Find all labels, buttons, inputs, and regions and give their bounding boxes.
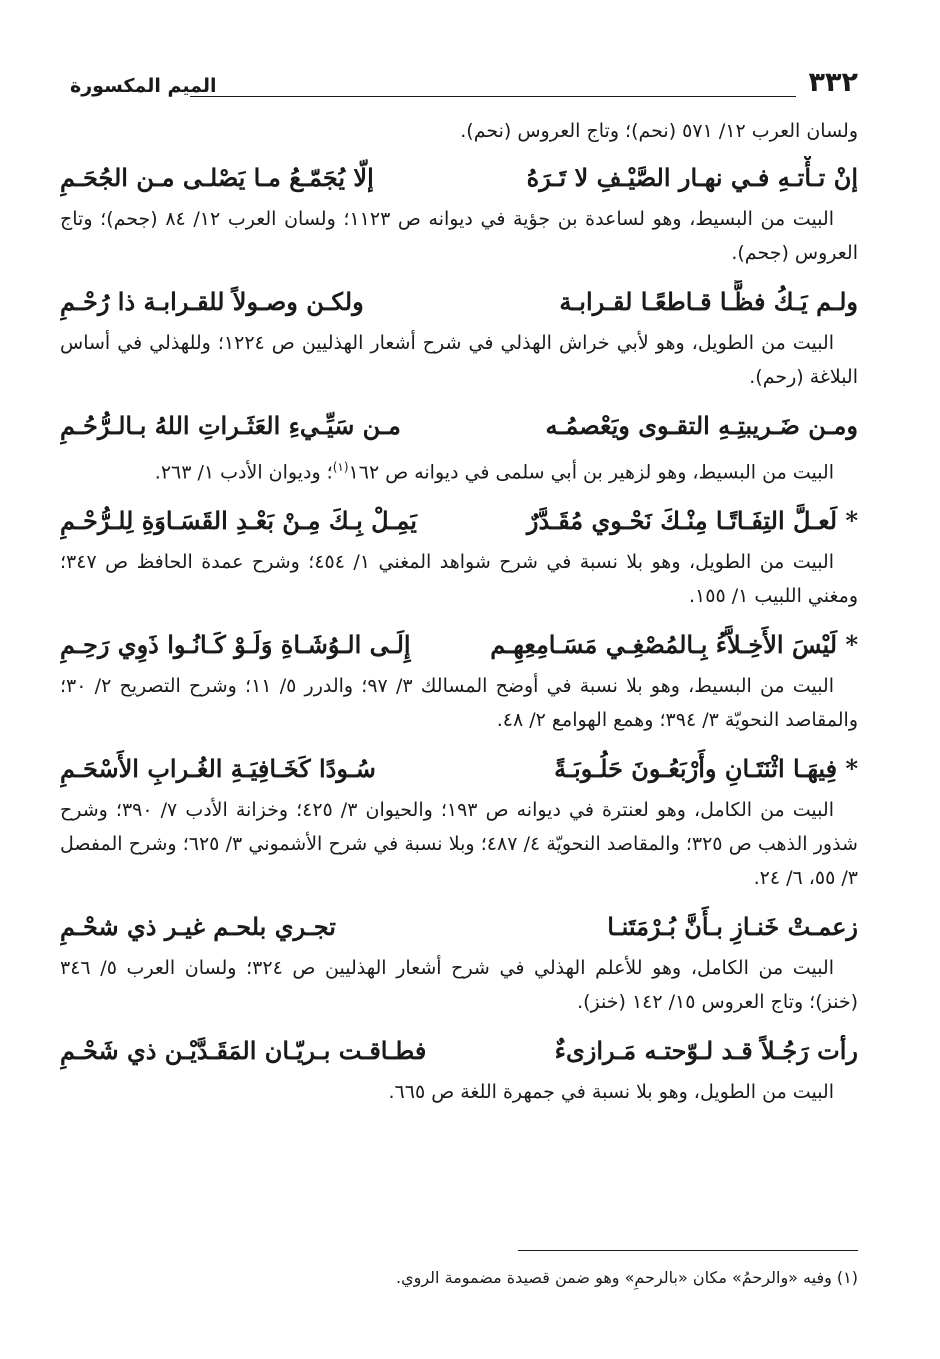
running-title: الميم المكسورة bbox=[70, 75, 217, 97]
verse-commentary: البيت من الطويل، وهو بلا نسبة في جمهرة اللغة ص ٦٦٥. bbox=[388, 1081, 834, 1104]
entry bbox=[60, 1029, 858, 1109]
entry bbox=[60, 156, 858, 270]
verse-commentary: البيت من الكامل، وهو للأعلم الهذلي في شرح أشعار الهذليين ص ٣٢٤؛ ولسان العرب ٥/ ٣٤٦ (خنز)؛ وتاج العروس ١٥/ ١٤٢ (خنز). bbox=[60, 957, 858, 1014]
footnote-text: (١) وفيه «والرحمُ» مكان «بالرحمِ» وهو ضمن قصيدة مضمومة الروي. bbox=[396, 1268, 858, 1287]
verse-first-hemistich: رأت رَجُـلاً قـد لـوّحتـه مَـرازىءٌ bbox=[554, 1036, 858, 1066]
verse-first-hemistich: زعمـتْ خَنـازِ بـأَنَّ بُـرْمَتَنـا bbox=[607, 912, 858, 942]
verse-second-hemistich: يَمِـلْ بِـكَ مِـنْ بَعْـدِ القَسَـاوَةِ لِلـرُّحْـمِ bbox=[60, 506, 417, 536]
page-header bbox=[60, 66, 858, 112]
verse-line bbox=[60, 1029, 858, 1075]
verse-line bbox=[60, 499, 858, 545]
entry bbox=[60, 499, 858, 613]
verse-first-hemistich: * لَيْسَ الأَخِـلاَّءُ بِـالمُصْغِـي مَسَـامِعِهِـم bbox=[490, 630, 858, 660]
verse-first-hemistich: * فِيهَـا اثْنَتَـانِ وأَرْبَعُـونَ حَلُـوبَـةً bbox=[554, 754, 858, 784]
verse-second-hemistich: إِلَـى الـوُشَـاةِ وَلَـوْ كَـانُـوا ذَوِي رَحِـمِ bbox=[60, 630, 411, 660]
entry bbox=[60, 905, 858, 1019]
verse-second-hemistich: تجـري بلحـم غيـر ذي شحْـمِ bbox=[60, 912, 336, 942]
verse-second-hemistich: ولكـن وصـولاً للقـرابـة ذا رُحْـمِ bbox=[60, 287, 364, 316]
verse-line bbox=[60, 156, 858, 202]
page-number: ٣٣٢ bbox=[808, 67, 858, 98]
verse-first-hemistich: ولـم يَـكُ فظًّـا قـاطعًـا لقـرابـة bbox=[559, 287, 858, 316]
entry bbox=[60, 280, 858, 394]
verse-line bbox=[60, 747, 858, 793]
commentary-text: ؛ وديوان الأدب ١/ ٢٦٣. bbox=[154, 461, 333, 484]
page-body bbox=[60, 66, 858, 1119]
verse-first-hemistich: * لَعـلَّ التِفَـاتًـا مِنْـكَ نَحْـوي مُقَـدَّرٌ bbox=[526, 506, 858, 536]
verse-second-hemistich: إلّا يُجَمّـعُ مـا يَصْلـى مـن الجُحَـمِ bbox=[60, 163, 374, 192]
verse-second-hemistich: مـن سَيِّـيءِ العَثَـراتِ اللهُ بـالـرُّحُـمِ bbox=[60, 411, 401, 440]
entries bbox=[60, 114, 858, 1109]
verse-first-hemistich: ومـن ضَـريبتِـهِ التقـوى ويَعْصمُـه bbox=[545, 411, 858, 440]
footnote-rule bbox=[518, 1250, 858, 1251]
entry bbox=[60, 747, 858, 895]
commentary-text: البيت من البسيط، وهو لزهير بن أبي سلمى في ديوانه ص ١٦٢ bbox=[348, 461, 834, 484]
verse-commentary: البيت من الطويل، وهو لأبي خراش الهذلي في شرح أشعار الهذليين ص ١٢٢٤؛ وللهذلي في أساس البلاغة (رحم). bbox=[60, 332, 858, 388]
footnote-reference: (١) bbox=[332, 460, 349, 474]
verse-line bbox=[60, 623, 858, 669]
footnote-area bbox=[60, 1250, 858, 1291]
verse-first-hemistich: إنْ تـأْتـهِ فـي نهـار الصَّيْـفِ لا تَـرَهُ bbox=[526, 163, 858, 192]
lead-text: ولسان العرب ١٢/ ٥٧١ (نحم)؛ وتاج العروس (نحم). bbox=[460, 120, 858, 142]
entry bbox=[60, 623, 858, 737]
entry bbox=[60, 404, 858, 489]
verse-second-hemistich: سُـودًا كَخَـافِيَـةِ الغُـرابِ الأَسْحَـمِ bbox=[60, 754, 376, 784]
verse-second-hemistich: فطـاقـت بـريّـان المَقَـدَّيْـن ذي شَحْـمِ bbox=[60, 1036, 427, 1066]
verse-line bbox=[60, 404, 858, 450]
verse-line bbox=[60, 905, 858, 951]
verse-commentary bbox=[60, 450, 858, 489]
header-rule bbox=[190, 96, 796, 97]
verse-commentary: البيت من البسيط، وهو بلا نسبة في أوضح المسالك ٣/ ٩٧؛ والدرر ٥/ ١١؛ وشرح التصريح ٢/ ٣٠؛ والمقاصد النحويّة ٣/ ٣٩٤؛ وهمع الهوامع ٢/ ٤٨. bbox=[60, 675, 858, 732]
verse-line bbox=[60, 280, 858, 326]
verse-commentary: البيت من الكامل، وهو لعنترة في ديوانه ص ١٩٣؛ والحيوان ٣/ ٤٢٥؛ وخزانة الأدب ٧/ ٣٩٠؛ وشرح شذور الذهب ص ٣٢٥؛ والمقاصد النحويّة ٤/ ٤٨٧؛ وبلا نسبة في شرح الأشموني ٣/ ٦٢٥؛ وشرح المفصل ٣/ ٥٥، ٦/ ٢٤. bbox=[60, 799, 858, 890]
verse-commentary: البيت من البسيط، وهو لساعدة بن جؤية في ديوانه ص ١١٢٣؛ ولسان العرب ١٢/ ٨٤ (جحم)؛ وتاج العروس (جحم). bbox=[60, 208, 858, 264]
verse-commentary: البيت من الطويل، وهو بلا نسبة في شرح شواهد المغني ١/ ٤٥٤؛ وشرح عمدة الحافظ ص ٣٤٧؛ ومغني اللبيب ١/ ١٥٥. bbox=[60, 551, 858, 608]
